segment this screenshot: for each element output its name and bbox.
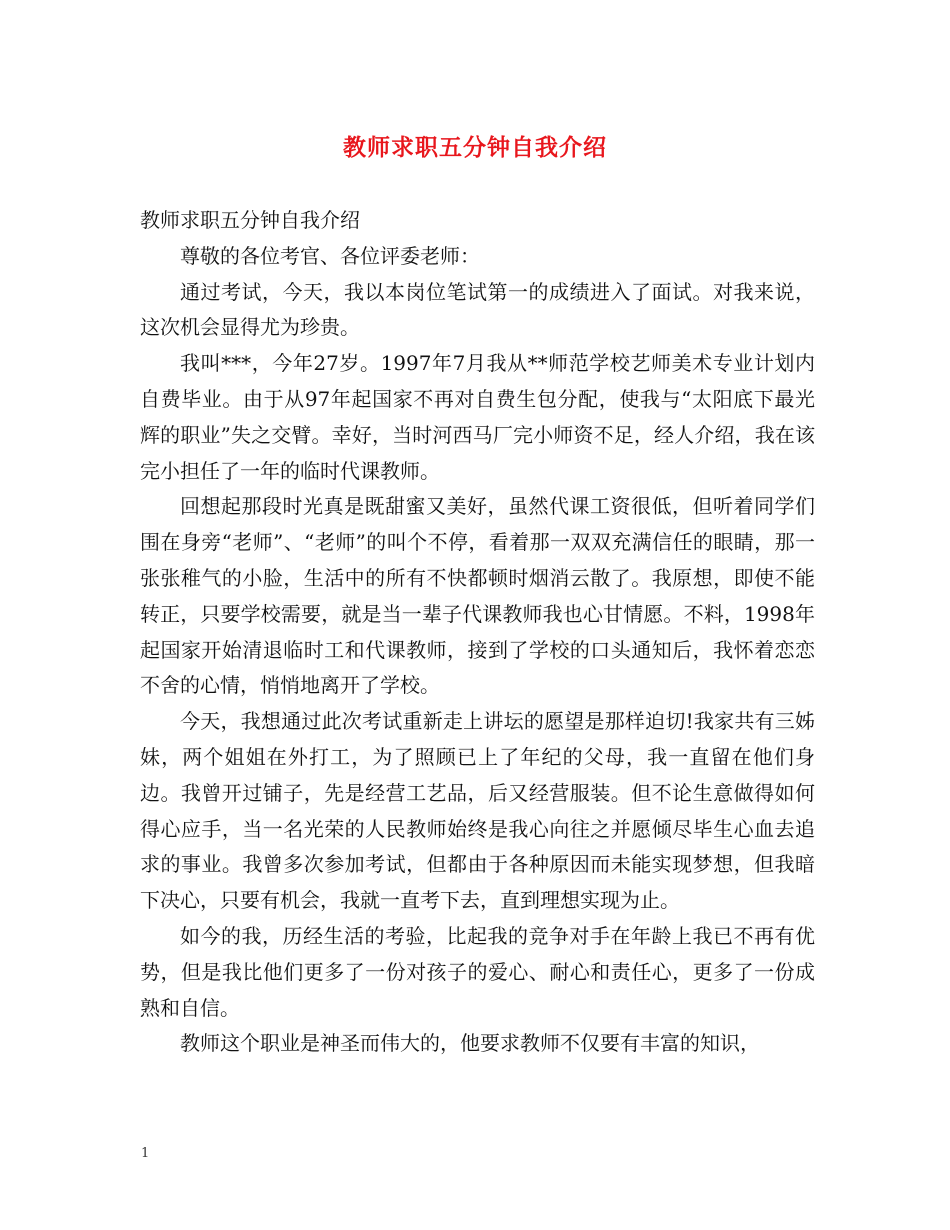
paragraph: 如今的我，历经生活的考验，比起我的竞争对手在年龄上我已不再有优势，但是我比他们更多了一份对孩子的爱心、耐心和责任心，更多了一份成熟和自信。 [140, 923, 815, 1020]
paragraph: 我叫***，今年27岁。1997年7月我从**师范学校艺师美术专业计划内自费毕业。由于从97年起国家不再对自费生包分配，使我与“太阳底下最光辉的职业”失之交臂。幸好，当时河西马厂完小师资不足，经人介绍，我在该完小担任了一年的临时代课教师。 [140, 351, 815, 483]
paragraph-salutation: 尊敬的各位考官、各位评委老师： [180, 243, 480, 268]
paragraph: 回想起那段时光真是既甜蜜又美好，虽然代课工资很低，但听着同学们围在身旁“老师”、“老师”的叫个不停，看着那一双双充满信任的眼睛，那一张张稚气的小脸，生活中的所有不快都顿时烟消云散了。我原想，即使不能转正，只要学校需要，就是当一辈子代课教师我也心甘情愿。不料，1998年起国家开始清退临时工和代课教师，接到了学校的口头通知后，我怀着恋恋不舍的心情，悄悄地离开了学校。 [140, 494, 815, 698]
document-title: 教师求职五分钟自我介绍 [343, 134, 607, 161]
paragraph: 通过考试，今天，我以本岗位笔试第一的成绩进入了面试。对我来说，这次机会显得尤为珍贵。 [140, 279, 815, 340]
paragraph-heading: 教师求职五分钟自我介绍 [140, 208, 360, 232]
page-number: 1 [141, 1146, 150, 1161]
paragraph: 教师这个职业是神圣而伟大的，他要求教师不仅要有丰富的知识， [180, 1031, 760, 1056]
document-body [140, 203, 815, 1062]
paragraph: 今天，我想通过此次考试重新走上讲坛的愿望是那样迫切!我家共有三姊妹，两个姐姐在外打工，为了照顾已上了年纪的父母，我一直留在他们身边。我曾开过铺子，先是经营工艺品，后又经营服装。但不论生意做得如何得心应手，当一名光荣的人民教师始终是我心向往之并愿倾尽毕生心血去追求的事业。我曾多次参加考试，但都由于各种原因而未能实现梦想，但我暗下决心，只要有机会，我就一直考下去，直到理想实现为止。 [140, 709, 815, 913]
